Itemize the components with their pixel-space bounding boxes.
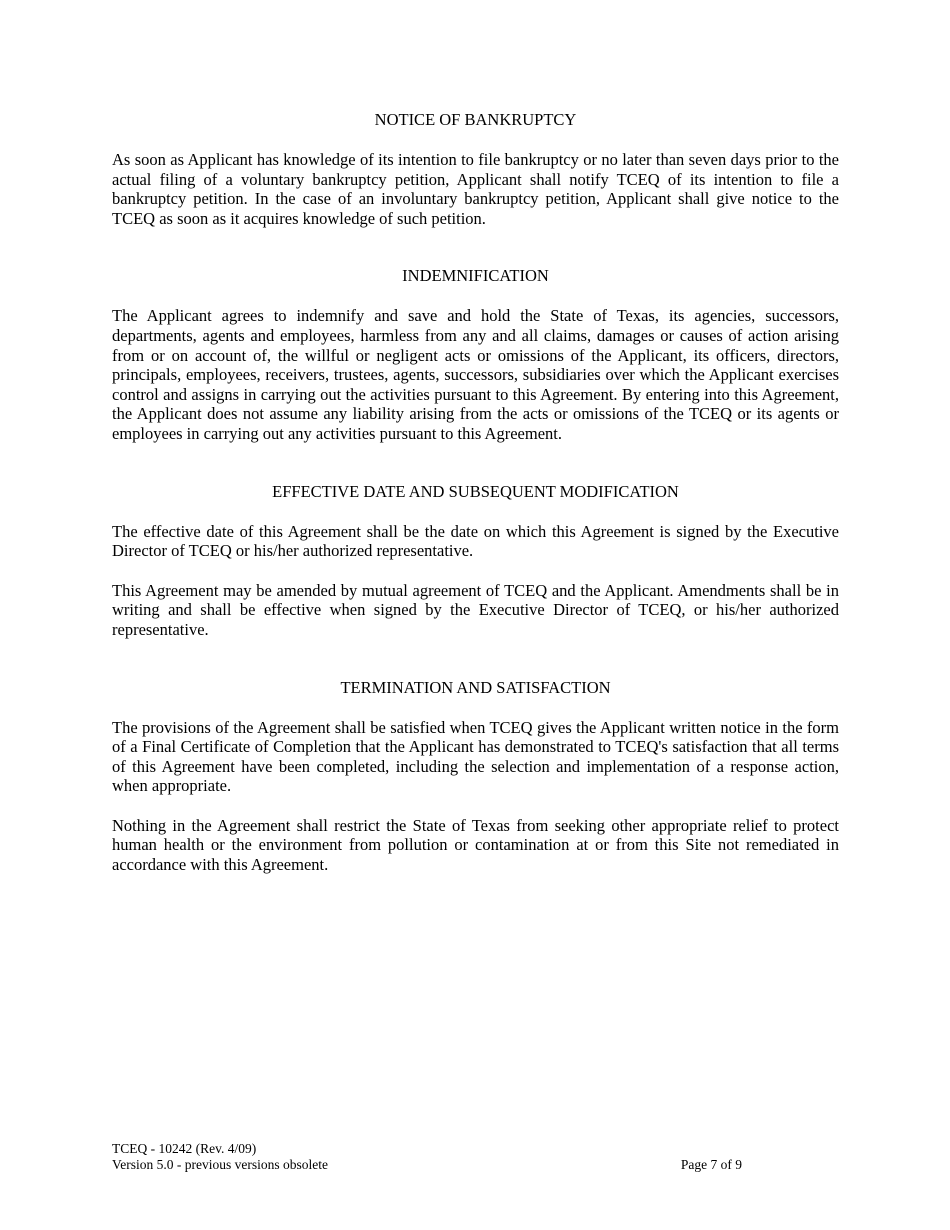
footer-form-id: TCEQ - 10242 (Rev. 4/09) bbox=[112, 1141, 257, 1156]
paragraph-bankruptcy: As soon as Applicant has knowledge of its intention to file bankruptcy or no later than seven days prior to the actual filing of a voluntary bankruptcy petition, Applicant shall notify TCEQ of its intention to file a bankruptcy petition. In the case of an involuntary bankruptcy petition, Applicant shall give notice to the TCEQ as soon as it acquires knowledge of such petition. bbox=[112, 150, 839, 228]
paragraph-amendments: This Agreement may be amended by mutual agreement of TCEQ and the Applicant. Amendments shall be in writing and shall be effective when signed by the Executive Director of TCEQ, or his/her authorized representative. bbox=[112, 580, 839, 639]
page-footer bbox=[112, 1141, 742, 1173]
paragraph-effective-date: The effective date of this Agreement shall be the date on which this Agreement is signed by the Executive Director of TCEQ or his/her authorized representative. bbox=[112, 521, 839, 561]
footer-page-number: Page 7 of 9 bbox=[680, 1157, 742, 1172]
section-heading-indemnification: INDEMNIFICATION bbox=[402, 266, 549, 286]
section-heading-effective-date: EFFECTIVE DATE AND SUBSEQUENT MODIFICATION bbox=[272, 481, 679, 501]
paragraph-termination: The provisions of the Agreement shall be satisfied when TCEQ gives the Applicant written notice in the form of a Final Certificate of Completion that the Applicant has demonstrated to TCEQ's satisfaction that all terms of this Agreement have been completed, including the selection and implementation of a response action, when appropriate. bbox=[112, 717, 839, 796]
footer-version: Version 5.0 - previous versions obsolete bbox=[112, 1157, 328, 1172]
document-body bbox=[112, 110, 839, 875]
paragraph-indemnification: The Applicant agrees to indemnify and save and hold the State of Texas, its agencies, successors, departments, agents and employees, harmless from any and all claims, damages or causes of action arising from or on account of, the willful or negligent acts or omissions of the Applicant, its officers, directors, principals, employees, receivers, trustees, agents, successors, subsidiaries over which the Applicant exercises control and assigns in carrying out the activities pursuant to this Agreement. By entering into this Agreement, the Applicant does not assume any liability arising from the acts or omissions of the TCEQ or its agents or employees in carrying out any activities pursuant to this Agreement. bbox=[112, 306, 839, 443]
section-heading-termination: TERMINATION AND SATISFACTION bbox=[340, 677, 611, 697]
section-heading-bankruptcy: NOTICE OF BANKRUPTCY bbox=[374, 110, 577, 129]
paragraph-relief: Nothing in the Agreement shall restrict the State of Texas from seeking other appropriate relief to protect human health or the environment from pollution or contamination at or from this Site not remediated in accordance with this Agreement. bbox=[112, 815, 839, 875]
